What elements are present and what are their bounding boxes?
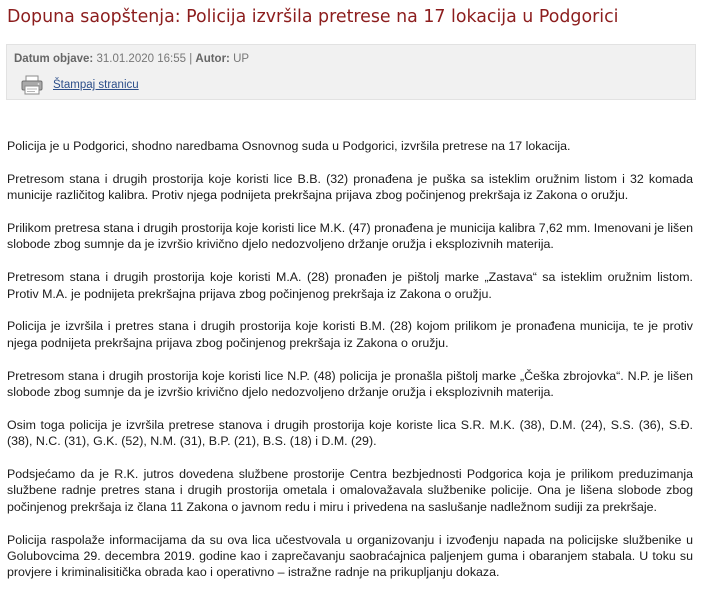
article-paragraph: Policija je u Podgorici, shodno naredbama Osnovnog suda u Podgorici, izvršila pretrese na 17 lokacija.: [7, 139, 571, 153]
article-paragraph: Policija je izvršila i pretres stana i drugih prostorija koje koristi B.M. (28) kojom prilikom je pronađena municija, te je protiv njega podnijeta prekršajna prijava zbog počinjenog prekršaja iz Zakona o oružju.: [7, 319, 693, 350]
meta-separator: |: [189, 53, 193, 65]
article-paragraph: Pretresom stana i drugih prostorija koje koristi M.A. (28) pronađen je pištolj marke „Zastava“ sa isteklim oružnim listom. Protiv M.A. je podnijeta prekršajna prijava zbog počinjenog prekršaja iz Zakona o oružju.: [7, 270, 693, 301]
article-paragraph: Osim toga policija je izvršila pretrese stanova i drugih prostorija koje koriste lica S.R. M.K. (38), D.M. (24), S.S. (36), S.Đ. (38), N.C. (31), G.K. (52), N.M. (31), B.P. (21), B.S. (18) i D.M. (29).: [7, 417, 693, 449]
article-paragraph: Prilikom pretresa stana i drugih prostorija koje koristi lice M.K. (47) pronađena je municija kalibra 7,62 mm. Imenovani je lišen slobode zbog sumnje da je izvršio krivično djelo nedozvoljeno držanje oružja i eksplozivnih materija.: [7, 221, 693, 252]
date-label: Datum objave:: [14, 53, 94, 65]
article-body: [7, 138, 693, 597]
author-label: Autor:: [195, 53, 230, 65]
article-meta: [14, 53, 249, 65]
article-paragraph: Pretresom stana i drugih prostorija koje koristi lice B.B. (32) pronađena je puška sa isteklim oružnim listom i 32 komada municije različitog kalibra. Protiv njega podnijeta prekršajna prijava zbog počinjenog prekršaja iz Zakona o oružju.: [7, 171, 693, 203]
author-value: UP: [233, 53, 250, 65]
article-meta-box: [6, 44, 696, 100]
print-page-link[interactable]: Štampaj stranicu: [53, 79, 139, 91]
article-paragraph: Podsjećamo da je R.K. jutros dovedena službene prostorije Centra bezbjednosti Podgorica koja je prilikom preduzimanja službene radnje pretres stana i drugih prostorija ometala i omalovažavala službenike policije. Ona je lišena slobode zbog počinjenog prekršaja iz člana 11 Zakona o javnom redu i miru i privedena na saslušanje nadležnom sudiji za prekršaje.: [7, 467, 693, 514]
print-page-button[interactable]: [21, 74, 139, 96]
printer-icon[interactable]: [21, 75, 43, 95]
date-value: 31.01.2020 16:55: [96, 53, 186, 65]
article-paragraph: Pretresom stana i drugih prostorija koje koristi lice N.P. (48) policija je pronašla pištolj marke „Češka zbrojovka“. N.P. je lišen slobode zbog sumnje da je izvršio krivično djelo nedozvoljeno držanje oružja i eksplozivnih materija.: [7, 368, 693, 399]
article-paragraph: Policija raspolaže informacijama da su ova lica učestvovala u organizovanju i izvođenju napada na policijske službenike u Golubovcima 29. decembra 2019. godine kao i zaprečavanju saobraćajnica paljenjem guma i obaranjem stabala. U toku su provjere i kriminalisitička obrada kao i operativno – istražne radnje na prikupljanju dokaza.: [7, 532, 693, 580]
article-title: Dopuna saopštenja: Policija izvršila pretrese na 17 lokacija u Podgorici: [7, 7, 619, 27]
